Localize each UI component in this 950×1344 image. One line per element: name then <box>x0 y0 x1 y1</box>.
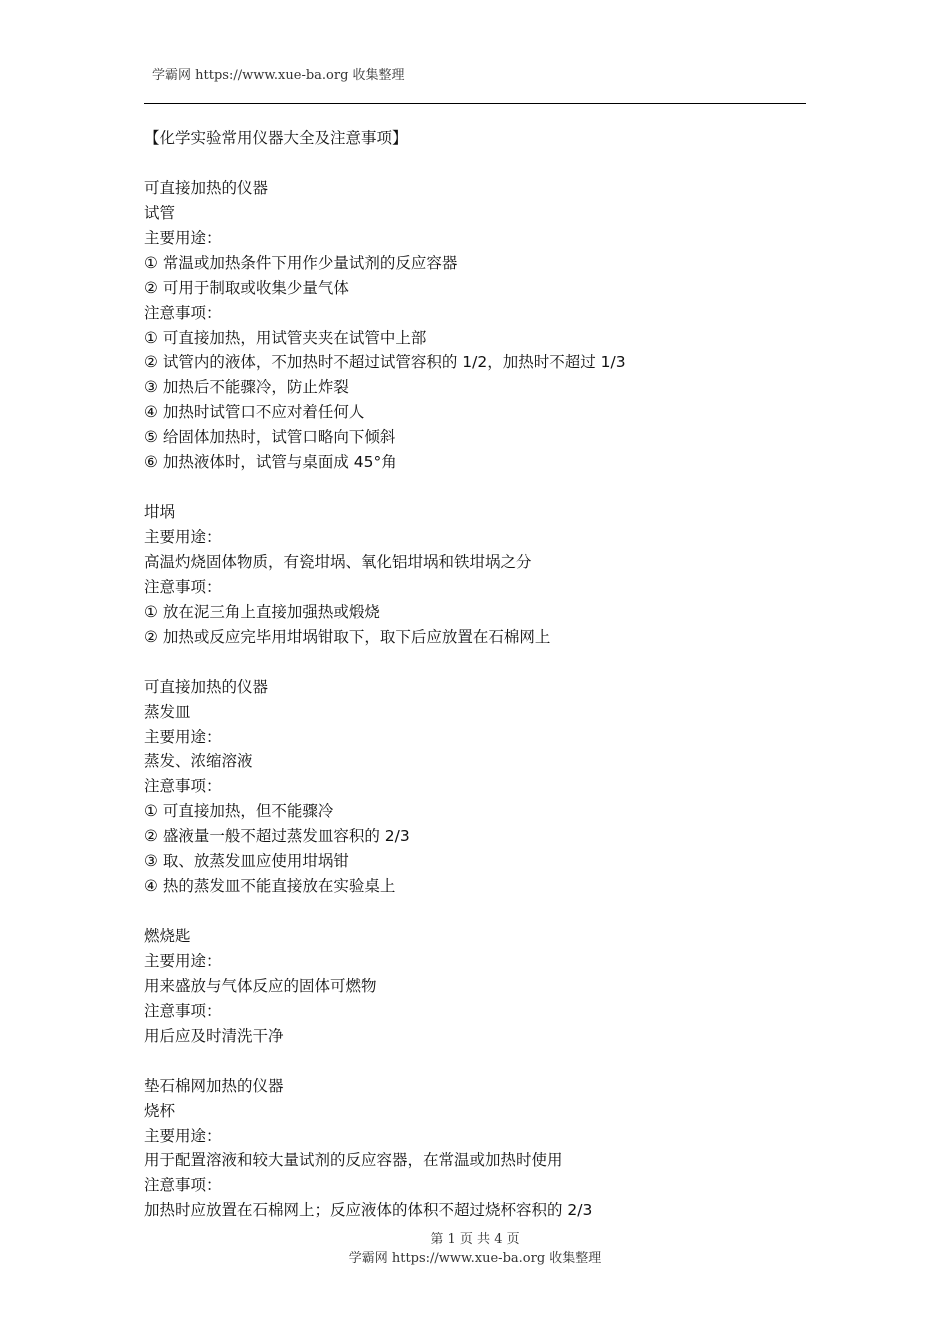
text-line: 主要用途： <box>144 528 222 546</box>
instrument-name: 试管 <box>144 203 176 222</box>
text-line: ① 可直接加热，用试管夹夹在试管中上部 <box>144 328 427 347</box>
document-body <box>144 126 806 1223</box>
page-header: 学霸网 https://www.xue-ba.org 收集整理 <box>152 68 405 83</box>
text-line: ② 可用于制取或收集少量气体 <box>144 278 349 297</box>
text-line <box>144 650 806 675</box>
text-line: 用后应及时清洗干净 <box>144 1026 284 1045</box>
section-heading: 可直接加热的仪器 <box>144 178 269 197</box>
text-line: ① 放在泥三角上直接加强热或煅烧 <box>144 602 380 621</box>
text-line: ④ 加热时试管口不应对着任何人 <box>144 403 365 422</box>
text-line: 蒸发、浓缩溶液 <box>144 752 253 771</box>
text-line: ② 盛液量一般不超过蒸发皿容积的 2/3 <box>144 827 410 846</box>
text-line: ② 试管内的液体，不加热时不超过试管容积的 1/2，加热时不超过 1/3 <box>144 353 626 372</box>
text-line <box>144 899 806 924</box>
text-line: ③ 取、放蒸发皿应使用坩埚钳 <box>144 852 349 871</box>
text-line: 加热时应放置在石棉网上；反应液体的体积不超过烧杯容积的 2/3 <box>144 1201 593 1220</box>
header-divider <box>144 103 806 104</box>
text-line: ① 常温或加热条件下用作少量试剂的反应容器 <box>144 253 458 272</box>
document-title: 【化学实验常用仪器大全及注意事项】 <box>144 129 408 147</box>
text-line: 用来盛放与气体反应的固体可燃物 <box>144 976 377 995</box>
text-line: 注意事项： <box>144 777 222 796</box>
section-heading: 垫石棉网加热的仪器 <box>144 1076 284 1095</box>
text-line: 主要用途： <box>144 727 222 746</box>
text-line: ③ 加热后不能骤冷，防止炸裂 <box>144 378 349 397</box>
instrument-name: 燃烧匙 <box>144 927 191 945</box>
text-line: 注意事项： <box>144 303 222 322</box>
text-line: ⑥ 加热液体时，试管与桌面成 45°角 <box>144 453 397 472</box>
text-line: ⑤ 给固体加热时，试管口略向下倾斜 <box>144 428 396 447</box>
text-line <box>144 475 806 500</box>
text-line: ④ 热的蒸发皿不能直接放在实验桌上 <box>144 877 396 896</box>
text-line: 主要用途： <box>144 228 222 247</box>
page-footer: 学霸网 https://www.xue-ba.org 收集整理 <box>348 1251 602 1266</box>
text-line: 高温灼烧固体物质，有瓷坩埚、氧化铝坩埚和铁坩埚之分 <box>144 552 532 571</box>
text-line: ② 加热或反应完毕用坩埚钳取下，取下后应放置在石棉网上 <box>144 627 551 646</box>
text-line: 用于配置溶液和较大量试剂的反应容器，在常温或加热时使用 <box>144 1151 563 1170</box>
text-line: 主要用途： <box>144 951 222 970</box>
text-line <box>144 151 806 176</box>
text-line: ① 可直接加热，但不能骤冷 <box>144 802 334 821</box>
text-line: 注意事项： <box>144 1176 222 1195</box>
text-line <box>144 1049 806 1074</box>
instrument-name: 烧杯 <box>144 1101 176 1120</box>
page-number: 第 1 页 共 4 页 <box>430 1232 520 1247</box>
text-line: 主要用途： <box>144 1126 222 1145</box>
section-heading: 可直接加热的仪器 <box>144 677 269 696</box>
text-line: 注意事项： <box>144 1001 222 1020</box>
text-line: 注意事项： <box>144 577 222 596</box>
instrument-name: 坩埚 <box>144 503 176 522</box>
instrument-name: 蒸发皿 <box>144 702 191 721</box>
